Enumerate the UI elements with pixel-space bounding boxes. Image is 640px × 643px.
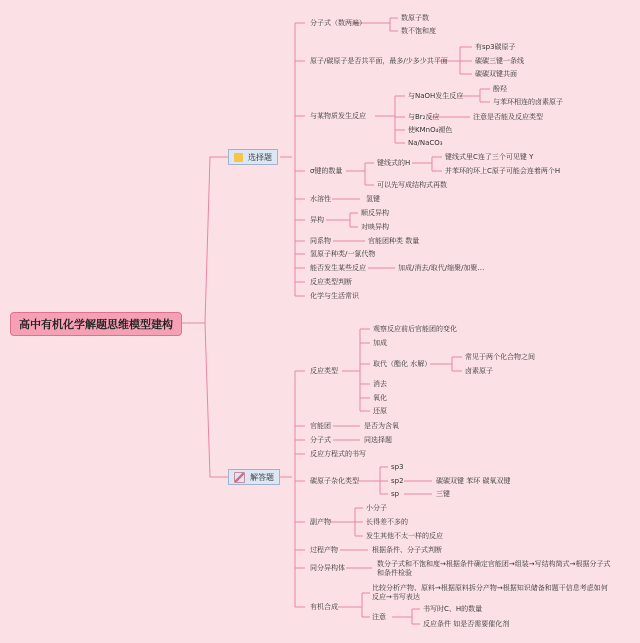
- node-hydrogen-bond: 氢键: [366, 195, 380, 203]
- node-elimination: 消去: [373, 380, 387, 388]
- node-byproduct: 副产物: [310, 518, 331, 526]
- node-addition: 加成: [373, 339, 387, 347]
- node-oxidation: 氧化: [373, 394, 387, 402]
- branch-choice: [228, 149, 278, 165]
- node-solubility: 水溶性: [310, 195, 331, 203]
- node-homolog-groups: 官能团种类 数量: [368, 237, 420, 245]
- node-two-compounds: 常见于两个化合物之间: [465, 353, 535, 361]
- node-triple-bond-line: 碳碳三键一条线: [475, 57, 524, 65]
- node-isomer-steps: 数分子式和不饱和度→根据条件确定官能团→组装→写结构简式→根据分子式和条件检验: [377, 560, 611, 577]
- node-synthesis-route: 比较分析产物、原料→根据原料拆分产物→根据知识储备和题干信息考虑如何反应→书写表达: [372, 584, 608, 601]
- node-life-knowledge: 化学与生活常识: [310, 292, 359, 300]
- root-topic: 高中有机化学解题思维模型建构: [10, 312, 182, 336]
- node-other-reaction: 发生其他不太一样的反应: [366, 532, 443, 540]
- node-rxn-type-judge: 反应类型判断: [310, 278, 352, 286]
- pencil-icon: [234, 153, 243, 162]
- node-reduction: 还原: [373, 407, 387, 415]
- node-count-atoms: 数原子数: [401, 14, 429, 22]
- node-aryl-halide: 与苯环相连的卤素原子: [493, 98, 563, 106]
- node-sp2-examples: 碳碳双键 苯环 碳氧双键: [436, 477, 511, 485]
- node-similar: 长得差不多的: [366, 518, 408, 526]
- node-structural-formula: 可以先写成结构式再数: [377, 181, 447, 189]
- node-functional-group: 官能团: [310, 422, 331, 430]
- node-sp3-carbon: 有sp3碳原子: [475, 43, 516, 51]
- node-can-react: 能否发生某些反应: [310, 264, 366, 272]
- node-sp2: sp2: [391, 477, 404, 485]
- node-isomers: 异构: [310, 216, 324, 224]
- answer-icon: [234, 472, 245, 483]
- node-equation: 反应方程式的书写: [310, 450, 366, 458]
- node-synthesis: 有机合成: [310, 603, 338, 611]
- node-halogen: 卤素原子: [465, 367, 493, 375]
- node-answer-molecular-formula: 分子式: [310, 436, 331, 444]
- node-observe-groups: 观察反应前后官能团的变化: [373, 325, 457, 333]
- node-ring-two-h: 并苯环的环上C原子可能会连着两个H: [445, 167, 561, 175]
- node-molecular-formula: 分子式（数两遍）: [310, 19, 366, 27]
- node-substitution: 取代（酯化 水解）: [373, 360, 432, 368]
- node-coplanar: 原子/碳原子是否共平面，最多/少多少共平面: [310, 57, 448, 65]
- node-by-conditions: 根据条件、分子式判断: [372, 546, 442, 554]
- node-br2-note: 注意是否能及反应类型: [473, 113, 543, 121]
- node-enantiomer: 对映异构: [361, 223, 389, 231]
- node-sp: sp: [391, 490, 400, 498]
- node-attention: 注意: [372, 613, 386, 621]
- node-reactions: 与某物质发生反应: [310, 112, 366, 120]
- node-react-types: 加成/消去/取代/缩聚/加聚…: [398, 264, 485, 272]
- node-same-as-choice: 同选择题: [364, 436, 392, 444]
- node-homologs: 同系物: [310, 237, 331, 245]
- node-transition-product: 过程产物: [310, 546, 338, 554]
- node-three-bonds: 键线式里C连了三个可见键 Y: [445, 153, 534, 161]
- node-triple-bond: 三键: [436, 490, 450, 498]
- node-nahco3: Na/NaCO₃: [408, 139, 443, 147]
- node-cis-trans: 顺反异构: [361, 209, 389, 217]
- node-kmno4: 使KMnO₄褪色: [408, 126, 453, 134]
- node-small-molecule: 小分子: [366, 504, 387, 512]
- node-oxygen-containing: 是否为含氧: [364, 422, 399, 430]
- branch-answer-label: 解答题: [250, 472, 274, 482]
- node-sp3: sp3: [391, 463, 404, 471]
- node-double-bond-plane: 碳碳双键共面: [475, 70, 517, 78]
- branch-answer: [228, 469, 280, 485]
- node-count-unsaturation: 数不饱和度: [401, 27, 436, 35]
- node-sigma-bonds: σ键的数量: [310, 167, 343, 175]
- branch-choice-label: 选择题: [248, 152, 272, 162]
- node-phenol: 酚羟: [493, 85, 507, 93]
- node-hybridization: 碳原子杂化类型: [310, 477, 359, 485]
- node-h-types: 氢原子种类/一氯代物: [310, 250, 376, 258]
- node-reaction-type: 反应类型: [310, 367, 338, 375]
- node-br2: 与Br₂反应: [408, 113, 440, 121]
- node-ch-count: 书写时C、H的数量: [423, 605, 483, 613]
- node-catalyst: 反应条件 如是否需要催化剂: [423, 620, 510, 628]
- node-naoh: 与NaOH发生反应: [408, 92, 464, 100]
- node-isomer-compound: 同分异构体: [310, 564, 345, 572]
- node-bond-line-h: 键线式的H: [377, 159, 411, 167]
